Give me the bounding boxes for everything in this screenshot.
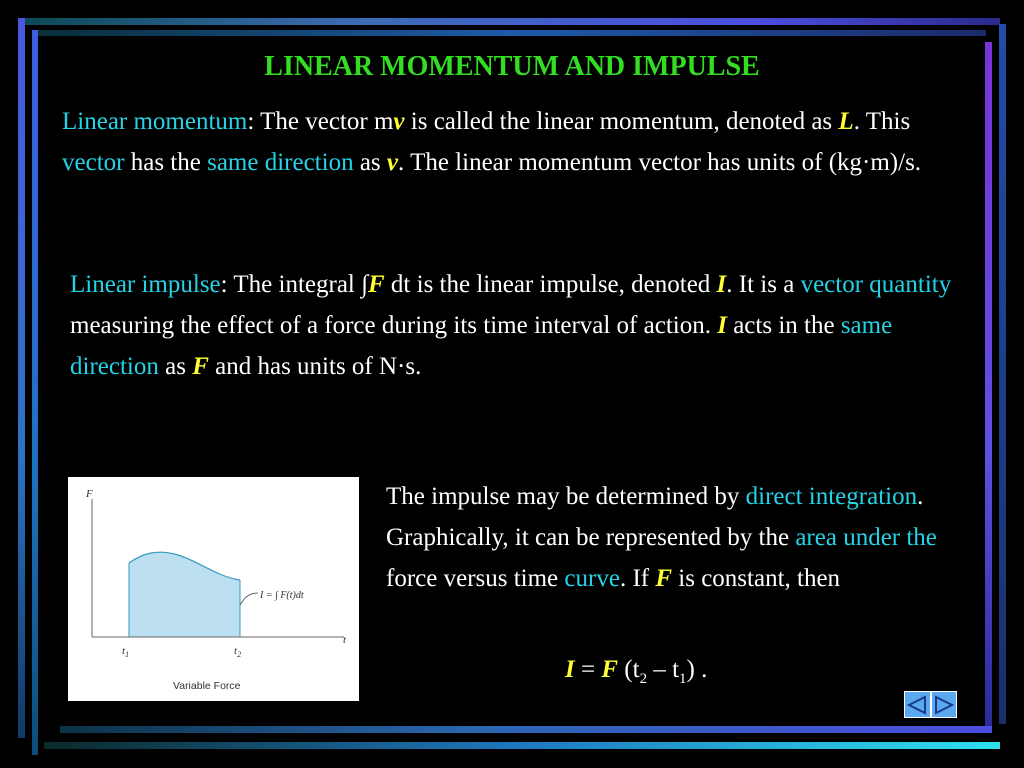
momentum-symbol: L <box>838 108 854 135</box>
formula-t1: – t <box>647 656 680 683</box>
constant-force-formula <box>565 656 707 688</box>
impulse-paragraph <box>70 264 970 387</box>
momentum-text-2: is called the linear momentum, denoted as <box>404 108 839 135</box>
momentum-highlight-direction: same direction <box>207 149 354 176</box>
graphical-method-paragraph <box>386 476 986 599</box>
momentum-text-1: : The vector m <box>247 108 394 135</box>
frame-bar-bottom <box>44 742 1000 749</box>
momentum-text-5: as <box>353 149 387 176</box>
next-slide-button[interactable] <box>931 691 958 718</box>
frame-bar-right <box>999 24 1006 724</box>
impulse-text-2: dt is the linear impulse, denoted <box>384 271 717 298</box>
impulse-symbol: I <box>565 656 575 683</box>
impulse-text-1: : The integral ∫ <box>220 271 368 298</box>
impulse-area <box>129 552 240 637</box>
impulse-text-6: as <box>158 353 193 380</box>
impulse-symbol: I <box>716 271 727 298</box>
graphical-text-4: . If <box>619 565 656 592</box>
impulse-highlight-vector-quantity: vector quantity <box>800 271 952 298</box>
graphical-highlight-area: area under the <box>795 524 937 551</box>
graphical-text-1: The impulse may be determined by <box>386 483 746 510</box>
subscript-2: 2 <box>639 671 648 687</box>
graphical-highlight-curve: curve <box>564 565 620 592</box>
force-symbol: F <box>601 656 619 683</box>
y-axis-label: F <box>86 488 93 500</box>
graphical-text-3: force versus time <box>386 565 565 592</box>
force-symbol: F <box>655 565 673 592</box>
slide-title: LINEAR MOMENTUM AND IMPULSE <box>264 51 760 82</box>
graphical-highlight-integration: direct integration <box>745 483 918 510</box>
momentum-highlight-vector: vector <box>62 149 125 176</box>
impulse-equation: I = ∫ F(t)dt <box>260 590 304 601</box>
velocity-symbol: v <box>393 108 405 135</box>
frame-bar-bottom-inner <box>60 726 992 733</box>
impulse-text-7: and has units of N·s. <box>208 353 422 380</box>
momentum-text-4: has the <box>124 149 208 176</box>
momentum-term: Linear momentum <box>62 108 248 135</box>
momentum-text-3: . This <box>853 108 911 135</box>
force-symbol: F <box>367 271 385 298</box>
slide-navigation <box>904 691 957 718</box>
figure-caption: Variable Force <box>173 680 241 692</box>
t1-tick-label: $t_1$ <box>122 645 130 659</box>
frame-bar-top <box>20 18 1000 25</box>
impulse-term: Linear impulse <box>70 271 221 298</box>
t2-tick-label: $t_2$ <box>234 645 242 659</box>
frame-bar-right-inner <box>985 42 992 728</box>
force-time-graph <box>68 477 359 701</box>
graphical-text-5: is constant, then <box>672 565 841 592</box>
frame-bar-left-inner <box>32 30 38 755</box>
x-axis-label: t <box>343 634 347 646</box>
impulse-text-5: acts in the <box>726 312 841 339</box>
impulse-highlight-direction: same direction <box>70 312 893 380</box>
impulse-text-3: . It is a <box>726 271 801 298</box>
equals-sign: = <box>574 656 602 683</box>
previous-slide-button[interactable] <box>904 691 931 718</box>
frame-bar-top-inner <box>34 30 986 36</box>
momentum-paragraph <box>62 101 962 183</box>
momentum-text-6: . The linear momentum vector has units of (kg·m)/s. <box>398 149 922 176</box>
frame-bar-left <box>18 18 25 738</box>
equation-leader <box>240 593 258 605</box>
subscript-1: 1 <box>679 671 687 687</box>
formula-t2: (t <box>618 656 640 683</box>
velocity-symbol: v <box>386 149 399 176</box>
formula-close: ) . <box>686 656 708 683</box>
graphical-text-2: . Graphically, it can be represented by the <box>386 483 924 551</box>
right-arrow-icon <box>933 695 955 715</box>
force-symbol: F <box>192 353 209 380</box>
impulse-symbol: I <box>717 312 727 339</box>
left-arrow-icon <box>906 695 928 715</box>
impulse-text-4: measuring the effect of a force during its time interval of action. <box>70 312 718 339</box>
variable-force-figure <box>68 477 359 701</box>
